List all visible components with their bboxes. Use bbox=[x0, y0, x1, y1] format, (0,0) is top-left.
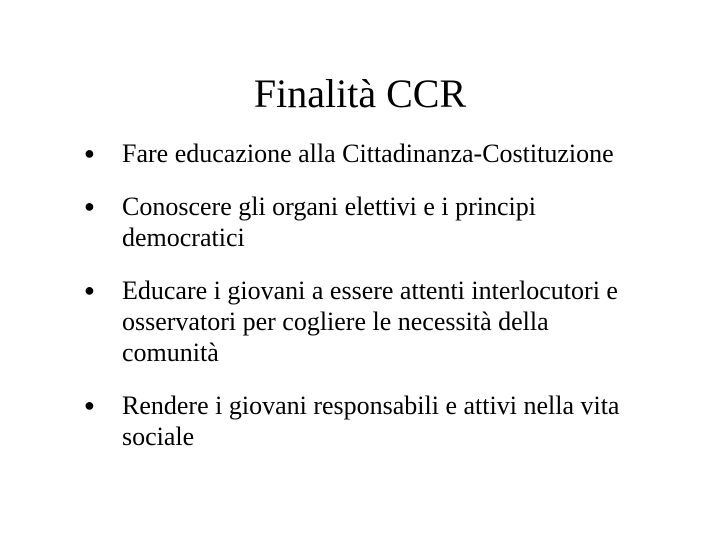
bullet-icon: ● bbox=[84, 196, 95, 216]
bullet-icon: ● bbox=[84, 395, 95, 415]
bullet-icon: ● bbox=[84, 143, 95, 163]
bullet-text: Rendere i giovani responsabili e attivi nella vita sociale bbox=[122, 391, 620, 451]
bullet-item bbox=[84, 390, 644, 452]
bullet-item bbox=[84, 191, 644, 253]
bullet-text: Fare educazione alla Cittadinanza-Costituzione bbox=[122, 139, 614, 168]
bullet-item bbox=[84, 138, 644, 169]
bullet-item bbox=[84, 275, 644, 368]
bullet-icon: ● bbox=[84, 280, 95, 300]
slide-title: Finalità CCR bbox=[253, 71, 467, 116]
bullet-text: Educare i giovani a essere attenti interlocutori e osservatori per cogliere le necessità della comunità bbox=[122, 276, 618, 367]
bullet-text: Conoscere gli organi elettivi e i principi democratici bbox=[122, 192, 536, 252]
bullet-list bbox=[84, 138, 644, 474]
